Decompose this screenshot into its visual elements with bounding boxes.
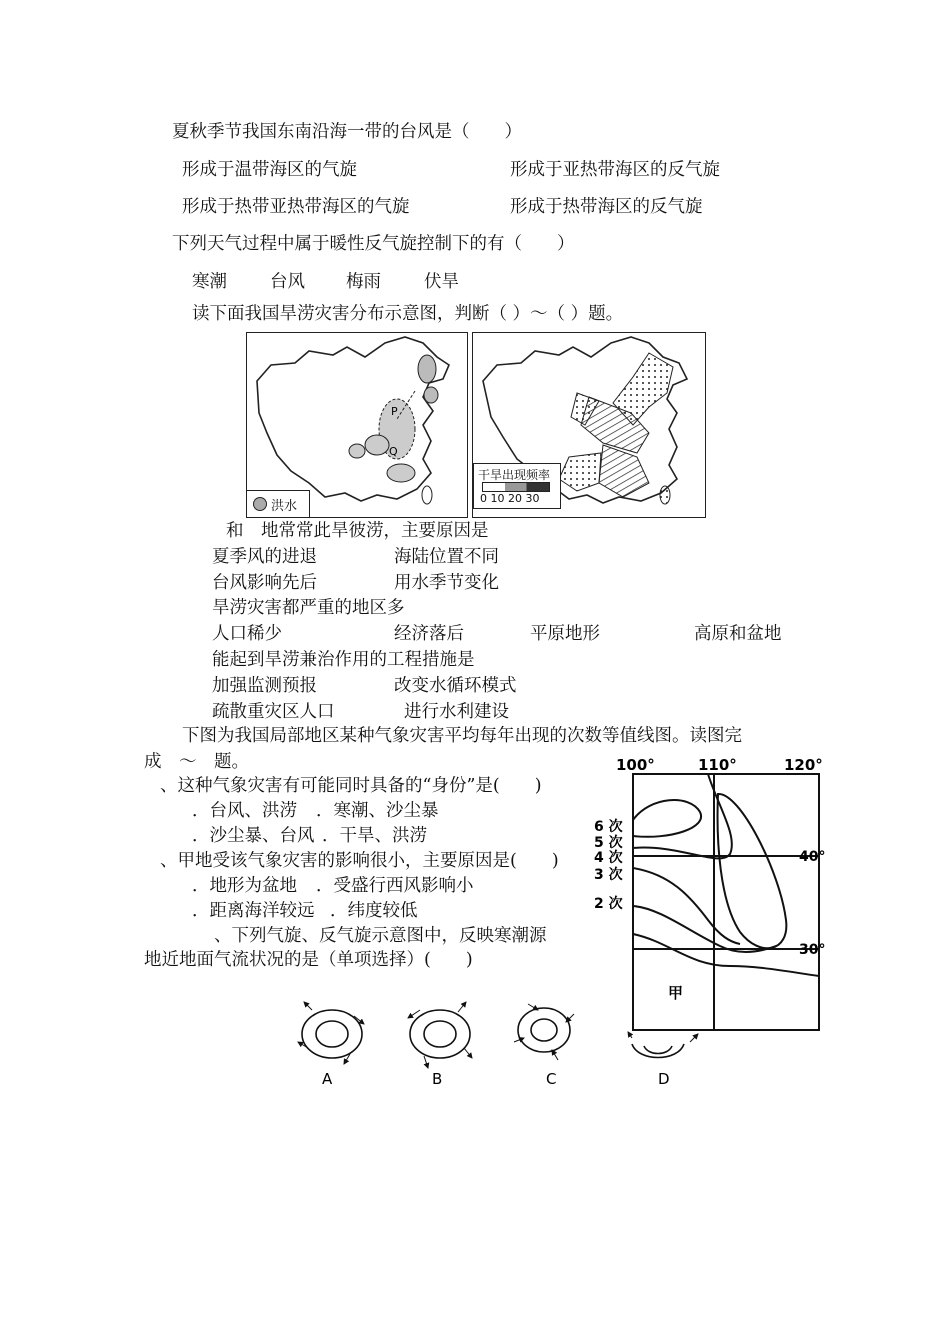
q4-option-b: 经济落后 xyxy=(394,624,464,644)
q5-option-b: 改变水循环模式 xyxy=(394,676,517,696)
lon-110: 110° xyxy=(698,756,737,774)
q4-stem: 旱涝灾害都严重的地区多 xyxy=(212,598,405,618)
q2-option-d: 伏旱 xyxy=(424,272,459,292)
q1-option-c: 形成于热带亚热带海区的气旋 xyxy=(182,197,410,217)
diagram-b xyxy=(408,1002,472,1068)
q3-option-b: 海陆位置不同 xyxy=(394,547,499,567)
flood-legend-label: 洪水 xyxy=(271,499,298,514)
drought-legend-title: 干旱出现频率 xyxy=(478,468,551,482)
lat-30: 30° xyxy=(799,942,826,958)
q6-stem: 、这种气象灾害有可能同时具备的“身份”是( ) xyxy=(160,776,542,796)
q1-option-d: 形成于热带海区的反气旋 xyxy=(510,197,703,217)
count-5: 5 次 xyxy=(594,835,623,851)
place-jia: 甲 xyxy=(668,984,684,1002)
drought-map xyxy=(472,332,706,518)
cyclone-diagrams xyxy=(292,998,706,1088)
q6-option-d: ．干旱、洪涝 xyxy=(322,826,427,846)
flood-legend xyxy=(247,490,310,517)
intro-drought-flood: 读下面我国旱涝灾害分布示意图，判断（ ）～（ ）题。 xyxy=(192,304,624,324)
count-6: 6 次 xyxy=(594,819,623,835)
count-4: 4 次 xyxy=(594,850,623,866)
q5-option-c: 疏散重灾区人口 xyxy=(212,702,335,722)
q6-option-a: ．台风、洪涝 xyxy=(192,801,297,821)
q2-option-a: 寒潮 xyxy=(192,272,227,292)
intro-isoline-l2: 成 ～ 题。 xyxy=(144,752,249,772)
q4-option-c: 平原地形 xyxy=(530,624,600,644)
drought-scale-bar xyxy=(482,482,550,492)
isoline-map xyxy=(590,752,830,1038)
drought-legend xyxy=(473,463,561,509)
q2-stem: 下列天气过程中属于暖性反气旋控制下的有（ ） xyxy=(172,234,575,254)
q1-stem: 夏秋季节我国东南沿海一带的台风是（ ） xyxy=(172,122,522,142)
mark-q: Q xyxy=(389,445,398,458)
q7-option-a: ．地形为盆地 xyxy=(192,876,297,896)
label-d: D xyxy=(658,1070,670,1088)
q3-option-a: 夏季风的进退 xyxy=(212,547,317,567)
label-a: A xyxy=(322,1070,333,1088)
q5-option-d: 进行水利建设 xyxy=(404,702,509,722)
label-b: B xyxy=(432,1070,443,1088)
q6-option-c: ．沙尘暴、台风 xyxy=(192,826,315,846)
count-2: 2 次 xyxy=(594,896,623,912)
diagram-c xyxy=(514,1004,574,1060)
flood-swatch xyxy=(253,497,267,511)
q3-stem: 和 地常常此旱彼涝，主要原因是 xyxy=(226,521,489,541)
q8-stem-l1: 、下列气旋、反气旋示意图中，反映寒潮源 xyxy=(214,926,547,946)
diagram-d xyxy=(628,1032,698,1058)
q6-option-b: ．寒潮、沙尘暴 xyxy=(316,801,439,821)
q4-option-a: 人口稀少 xyxy=(212,624,282,644)
q1-option-b: 形成于亚热带海区的反气旋 xyxy=(510,160,720,180)
q7-option-d: ．纬度较低 xyxy=(330,901,418,921)
drought-scale: 0 10 20 30 xyxy=(480,492,540,505)
label-c: C xyxy=(546,1070,557,1088)
q7-stem: 、甲地受该气象灾害的影响很小，主要原因是( ) xyxy=(160,851,559,871)
q1-option-a: 形成于温带海区的气旋 xyxy=(182,160,357,180)
flood-map xyxy=(246,332,468,518)
q5-option-a: 加强监测预报 xyxy=(212,676,317,696)
q2-option-b: 台风 xyxy=(270,272,305,292)
lon-120: 120° xyxy=(784,756,823,774)
intro-isoline-l1: 下图为我国局部地区某种气象灾害平均每年出现的次数等值线图。读图完 xyxy=(182,726,742,746)
lat-40: 40° xyxy=(799,849,826,865)
q4-option-d: 高原和盆地 xyxy=(694,624,782,644)
mark-p: P xyxy=(391,405,398,418)
lon-100: 100° xyxy=(616,756,655,774)
q2-option-c: 梅雨 xyxy=(346,272,381,292)
q7-option-c: ．距离海洋较远 xyxy=(192,901,315,921)
q3-option-c: 台风影响先后 xyxy=(212,573,317,593)
diagram-a xyxy=(298,1002,364,1064)
q8-stem-l2: 地近地面气流状况的是（单项选择）( ) xyxy=(144,950,473,970)
q5-stem: 能起到旱涝兼治作用的工程措施是 xyxy=(212,650,475,670)
q7-option-b: ．受盛行西风影响小 xyxy=(316,876,474,896)
count-3: 3 次 xyxy=(594,867,623,883)
q3-option-d: 用水季节变化 xyxy=(394,573,499,593)
